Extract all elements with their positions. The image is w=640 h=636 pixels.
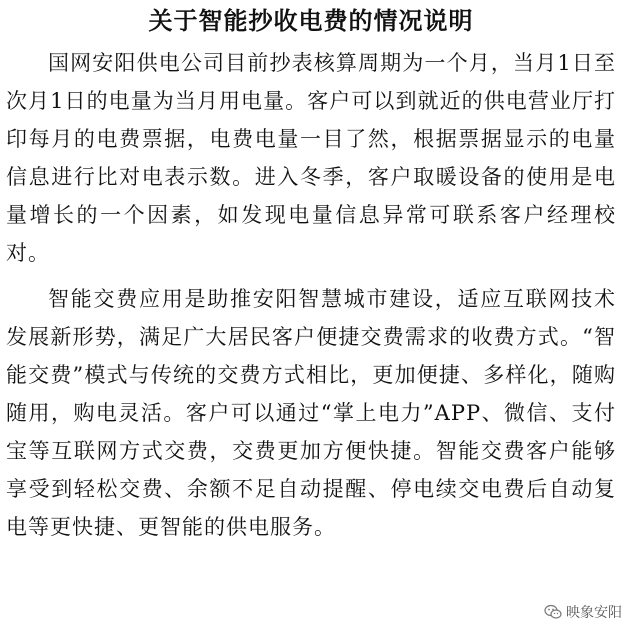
paragraph-2: 智能交费应用是助推安阳智慧城市建设，适应互联网技术发展新形势，满足广大居民客户便捷交费需求的收费方式。“智能交费”模式与传统的交费方式相比，更加便捷、多样化，随购随用，购电灵活。客户可以通过“掌上电力”APP、微信、支付宝等互联网方式交费，交费更加方便快捷。智能交费客户能够享受到轻松交费、余额不足自动提醒、停电续交电费后自动复电等更快捷、更智能的供电服务。 xyxy=(6,287,616,539)
document-title: 关于智能抄收电费的情况说明 xyxy=(148,7,474,35)
wechat-icon xyxy=(544,604,562,620)
watermark xyxy=(544,602,622,622)
watermark-text: 映象安阳 xyxy=(566,605,622,621)
document xyxy=(6,8,616,546)
paragraph-1: 国网安阳供电公司目前抄表核算周期为一个月，当月1日至次月1日的电量为当月用电量。客户可以到就近的供电营业厅打印每月的电费票据，电费电量一目了然，根据票据显示的电量信息进行比对电表示数。进入冬季，客户取暖设备的使用是电量增长的一个因素，如发现电量信息异常可联系客户经理校对。 xyxy=(6,51,616,265)
